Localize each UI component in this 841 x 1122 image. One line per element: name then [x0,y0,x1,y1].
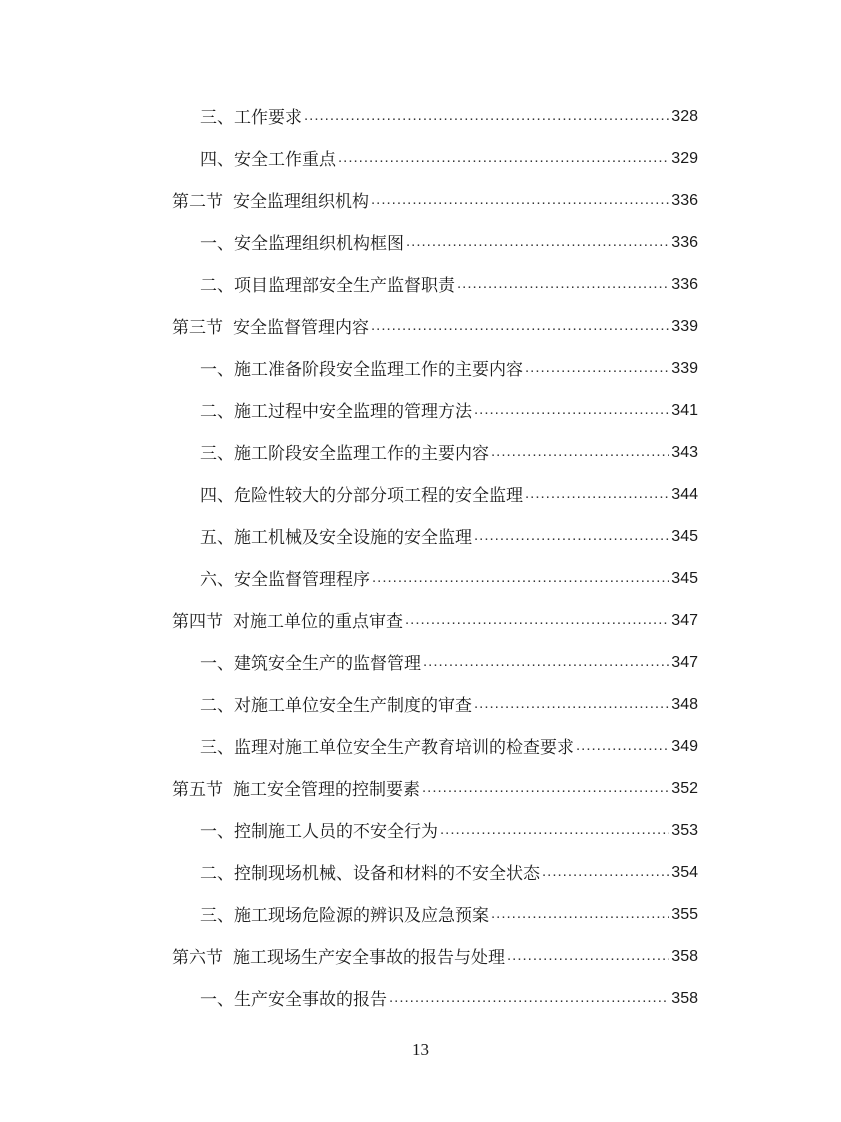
toc-entry-page: 354 [671,864,698,881]
toc-entry-text: 施工机械及安全设施的安全监理 [234,528,472,548]
toc-entry-title [200,444,489,466]
toc-section-title [172,780,420,802]
toc-entry-title [200,990,387,1012]
toc-entry-title [200,696,472,718]
toc-entry-text: 安全监督管理程序 [234,570,370,590]
toc-entry-prefix: 一、 [200,360,234,380]
toc-entry-prefix: 二、 [200,402,234,422]
toc-section[interactable] [172,184,698,214]
toc-entry-text: 施工阶段安全监理工作的主要内容 [234,444,489,464]
toc-section[interactable] [172,940,698,970]
toc-entry-prefix: 三、 [200,444,234,464]
toc-entry-page: 344 [671,486,698,503]
toc-section-prefix: 第四节 [172,612,223,632]
toc-dot-leader [491,442,669,466]
toc-entry-text: 施工现场危险源的辨识及应急预案 [234,906,489,926]
toc-section-prefix: 第六节 [172,948,223,968]
toc-entry-title [200,906,489,928]
toc-entry-title [200,528,472,550]
toc-entry-prefix: 一、 [200,234,234,254]
toc-entry-text: 监理对施工单位安全生产教育培训的检查要求 [234,738,574,758]
toc-entry-prefix: 二、 [200,276,234,296]
toc-dot-leader [440,820,669,844]
toc-entry-prefix: 三、 [200,906,234,926]
toc-dot-leader [491,904,669,928]
toc-section-title [172,612,403,634]
toc-entry[interactable] [200,982,698,1012]
toc-entry-page: 345 [671,570,698,587]
toc-entry-text: 控制现场机械、设备和材料的不安全状态 [234,864,540,884]
toc-entry-title [200,150,336,172]
toc-entry-text: 安全工作重点 [234,150,336,170]
toc-entry-title [200,570,370,592]
toc-entry-title [200,360,523,382]
toc-section-text: 施工安全管理的控制要素 [233,780,420,800]
toc-entry[interactable] [200,478,698,508]
toc-dot-leader [457,274,669,298]
toc-section-prefix: 第五节 [172,780,223,800]
toc-dot-leader [371,316,669,340]
toc-entry-title [200,654,421,676]
toc-entry-page: 343 [671,444,698,461]
toc-entry-title [200,486,523,508]
toc-entry[interactable] [200,142,698,172]
toc-section-page: 352 [671,780,698,797]
toc-section-page: 336 [671,192,698,209]
toc-entry-page: 329 [671,150,698,167]
toc-dot-leader [304,106,669,130]
toc-section-title [172,948,505,970]
toc-dot-leader [576,736,669,760]
toc-entry[interactable] [200,352,698,382]
toc-section-prefix: 第二节 [172,192,223,212]
toc-dot-leader [406,232,669,256]
toc-entry-prefix: 四、 [200,150,234,170]
toc-section-text: 施工现场生产安全事故的报告与处理 [233,948,505,968]
toc-entry-text: 项目监理部安全生产监督职责 [234,276,455,296]
toc-section-title [172,192,369,214]
toc-entry-prefix: 六、 [200,570,234,590]
toc-entry[interactable] [200,814,698,844]
toc-entry-prefix: 五、 [200,528,234,548]
toc-entry[interactable] [200,856,698,886]
toc-dot-leader [474,526,669,550]
toc-section-text: 安全监理组织机构 [233,192,369,212]
toc-entry[interactable] [200,688,698,718]
toc-section[interactable] [172,310,698,340]
toc-section-title [172,318,369,340]
toc-dot-leader [507,946,669,970]
toc-entry-text: 建筑安全生产的监督管理 [234,654,421,674]
toc-entry-text: 施工过程中安全监理的管理方法 [234,402,472,422]
toc-entry[interactable] [200,100,698,130]
toc-entry-page: 353 [671,822,698,839]
toc-dot-leader [338,148,669,172]
toc-entry-page: 336 [671,234,698,251]
toc-entry-title [200,822,438,844]
toc-dot-leader [422,778,669,802]
toc-entry-text: 对施工单位安全生产制度的审查 [234,696,472,716]
toc-entry-page: 336 [671,276,698,293]
toc-entry-prefix: 一、 [200,822,234,842]
toc-entry-page: 348 [671,696,698,713]
toc-entry-text: 施工准备阶段安全监理工作的主要内容 [234,360,523,380]
toc-dot-leader [405,610,669,634]
toc-entry-title [200,738,574,760]
toc-section[interactable] [172,604,698,634]
toc-entry-page: 358 [671,990,698,1007]
toc-entry[interactable] [200,394,698,424]
toc-dot-leader [525,484,669,508]
toc-dot-leader [372,568,669,592]
toc-entry-page: 341 [671,402,698,419]
toc-entry[interactable] [200,898,698,928]
toc-section-prefix: 第三节 [172,318,223,338]
toc-entry[interactable] [200,436,698,466]
toc-section-text: 对施工单位的重点审查 [233,612,403,632]
toc-entry-page: 347 [671,654,698,671]
toc-entry-text: 工作要求 [234,108,302,128]
toc-section-page: 339 [671,318,698,335]
toc-dot-leader [542,862,669,886]
toc-dot-leader [525,358,669,382]
toc-entry-prefix: 四、 [200,486,234,506]
toc-section-page: 347 [671,612,698,629]
toc-entry-text: 安全监理组织机构框图 [234,234,404,254]
toc-dot-leader [474,400,669,424]
toc-entry-page: 328 [671,108,698,125]
toc-entry[interactable] [200,646,698,676]
toc-entry-page: 345 [671,528,698,545]
toc-entry-title [200,864,540,886]
toc-section-text: 安全监督管理内容 [233,318,369,338]
toc-entry-page: 349 [671,738,698,755]
toc-entry[interactable] [200,226,698,256]
toc-entry[interactable] [200,562,698,592]
toc-entry[interactable] [200,520,698,550]
toc-entry-text: 生产安全事故的报告 [234,990,387,1010]
toc-entry[interactable] [200,268,698,298]
toc-entry[interactable] [200,730,698,760]
toc-entry-prefix: 三、 [200,108,234,128]
toc-entry-text: 危险性较大的分部分项工程的安全监理 [234,486,523,506]
toc-dot-leader [371,190,669,214]
toc-entry-page: 339 [671,360,698,377]
toc-section-page: 358 [671,948,698,965]
toc-entry-prefix: 三、 [200,738,234,758]
toc-dot-leader [389,988,669,1012]
toc-entry-prefix: 二、 [200,864,234,884]
toc-entry-page: 355 [671,906,698,923]
toc-entry-prefix: 一、 [200,654,234,674]
toc-dot-leader [474,694,669,718]
toc-dot-leader [423,652,669,676]
page-number: 13 [412,1040,429,1059]
toc-entry-title [200,108,302,130]
toc-entry-title [200,234,404,256]
toc-entry-prefix: 一、 [200,990,234,1010]
toc-section[interactable] [172,772,698,802]
toc-entry-prefix: 二、 [200,696,234,716]
toc-entry-title [200,276,455,298]
toc-entry-title [200,402,472,424]
toc-entry-text: 控制施工人员的不安全行为 [234,822,438,842]
